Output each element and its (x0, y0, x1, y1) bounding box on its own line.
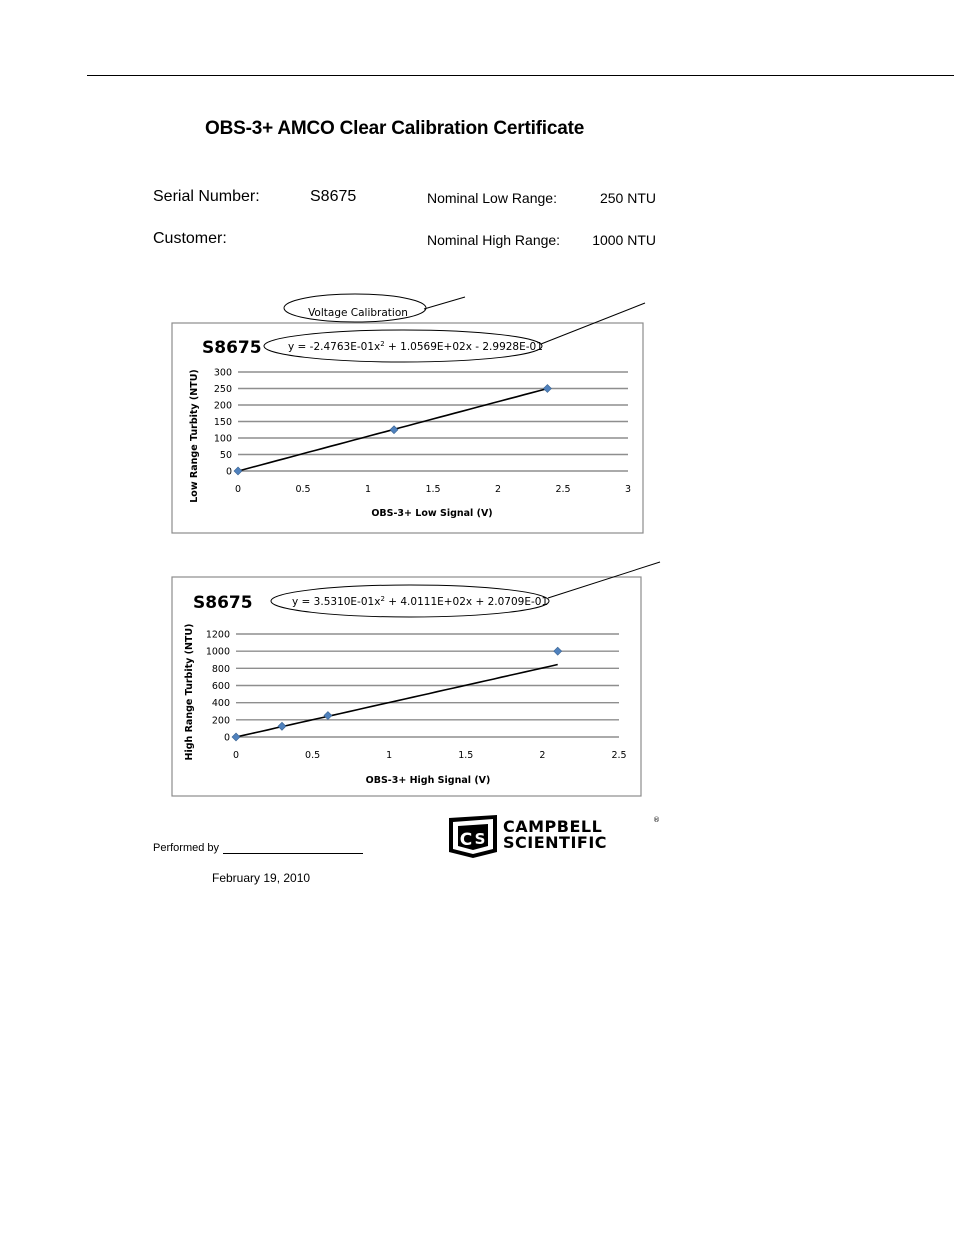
low-range-x-tick: 2.5 (555, 484, 571, 495)
low-range-x-tick: 1 (364, 484, 372, 495)
low-range-x-tick: 0 (234, 484, 242, 495)
high-range-y-tick: 1000 (205, 646, 230, 658)
high-range-x-tick: 1 (386, 750, 393, 761)
low-range-x-tick: 3 (624, 484, 632, 495)
high-range-x-tick: 1.5 (458, 750, 474, 761)
high-range-chart (172, 562, 660, 796)
logo-word-campbell: CAMPBELL (503, 817, 603, 836)
high-range-y-tick: 0 (223, 732, 230, 744)
customer-label: Customer: (153, 230, 227, 247)
logo-letter-s: S (474, 830, 486, 848)
low-range-x-label: OBS-3+ Low Signal (V) (371, 508, 493, 519)
nominal-low-range-value: 250 NTU (599, 190, 656, 206)
voltage-calibration-leader (424, 297, 465, 309)
logo-registered-mark: ® (653, 816, 660, 824)
nominal-low-range-label: Nominal Low Range: (427, 190, 557, 206)
performed-by-label: Performed by (153, 842, 220, 854)
high-range-y-label: High Range Turbity (NTU) (184, 623, 195, 761)
low-range-y-tick: 0 (225, 466, 232, 478)
campbell-scientific-logo (449, 815, 660, 858)
high-range-y-tick: 1200 (205, 629, 230, 641)
high-range-chart-id: S8675 (193, 593, 253, 613)
low-range-x-tick: 1.5 (425, 484, 441, 495)
high-range-x-tick: 0.5 (305, 750, 321, 761)
low-range-x-tick: 2 (494, 484, 502, 495)
low-range-y-tick: 250 (213, 384, 232, 395)
logo-word-scientific: SCIENTIFIC (503, 833, 608, 852)
low-range-chart-id: S8675 (202, 338, 262, 358)
high-range-x-tick: 0 (232, 750, 240, 761)
low-range-y-tick: 300 (213, 367, 232, 379)
low-range-y-tick: 150 (213, 417, 232, 428)
serial-number-label: Serial Number: (153, 188, 260, 205)
low-range-x-tick: 0.5 (295, 484, 311, 495)
high-range-equation: $y = 3.5310E-01x^2 + 4.0111E+02x + 2.0709E-01$ (292, 595, 549, 608)
high-range-y-tick: 800 (211, 663, 230, 675)
high-range-y-tick: 200 (211, 715, 230, 727)
certificate-date: February 19, 2010 (212, 871, 311, 885)
logo-letter-c: C (459, 830, 473, 850)
voltage-calibration-text: Voltage Calibration (308, 307, 408, 319)
high-range-y-tick: 600 (211, 681, 230, 692)
low-range-y-tick: 50 (219, 450, 232, 461)
certificate-title: OBS-3+ AMCO Clear Calibration Certificate (205, 118, 585, 139)
high-range-y-tick: 400 (211, 698, 230, 710)
performed-by-signature-line (223, 853, 363, 854)
serial-number-value: S8675 (310, 188, 357, 205)
low-range-y-tick: 100 (213, 433, 232, 445)
low-range-y-tick: 200 (213, 400, 232, 412)
low-range-y-label: Low Range Turbity (NTU) (189, 369, 200, 503)
nominal-high-range-value: 1000 NTU (592, 232, 656, 248)
low-range-chart (172, 303, 645, 533)
high-range-x-label: OBS-3+ High Signal (V) (365, 775, 491, 786)
high-range-x-tick: 2.5 (611, 750, 627, 761)
high-range-x-tick: 2 (539, 750, 546, 761)
low-range-equation: $y = -2.4763E-01x^2 + 1.0569E+02x - 2.9928E-01$ (288, 340, 543, 353)
nominal-high-range-label: Nominal High Range: (427, 232, 561, 248)
